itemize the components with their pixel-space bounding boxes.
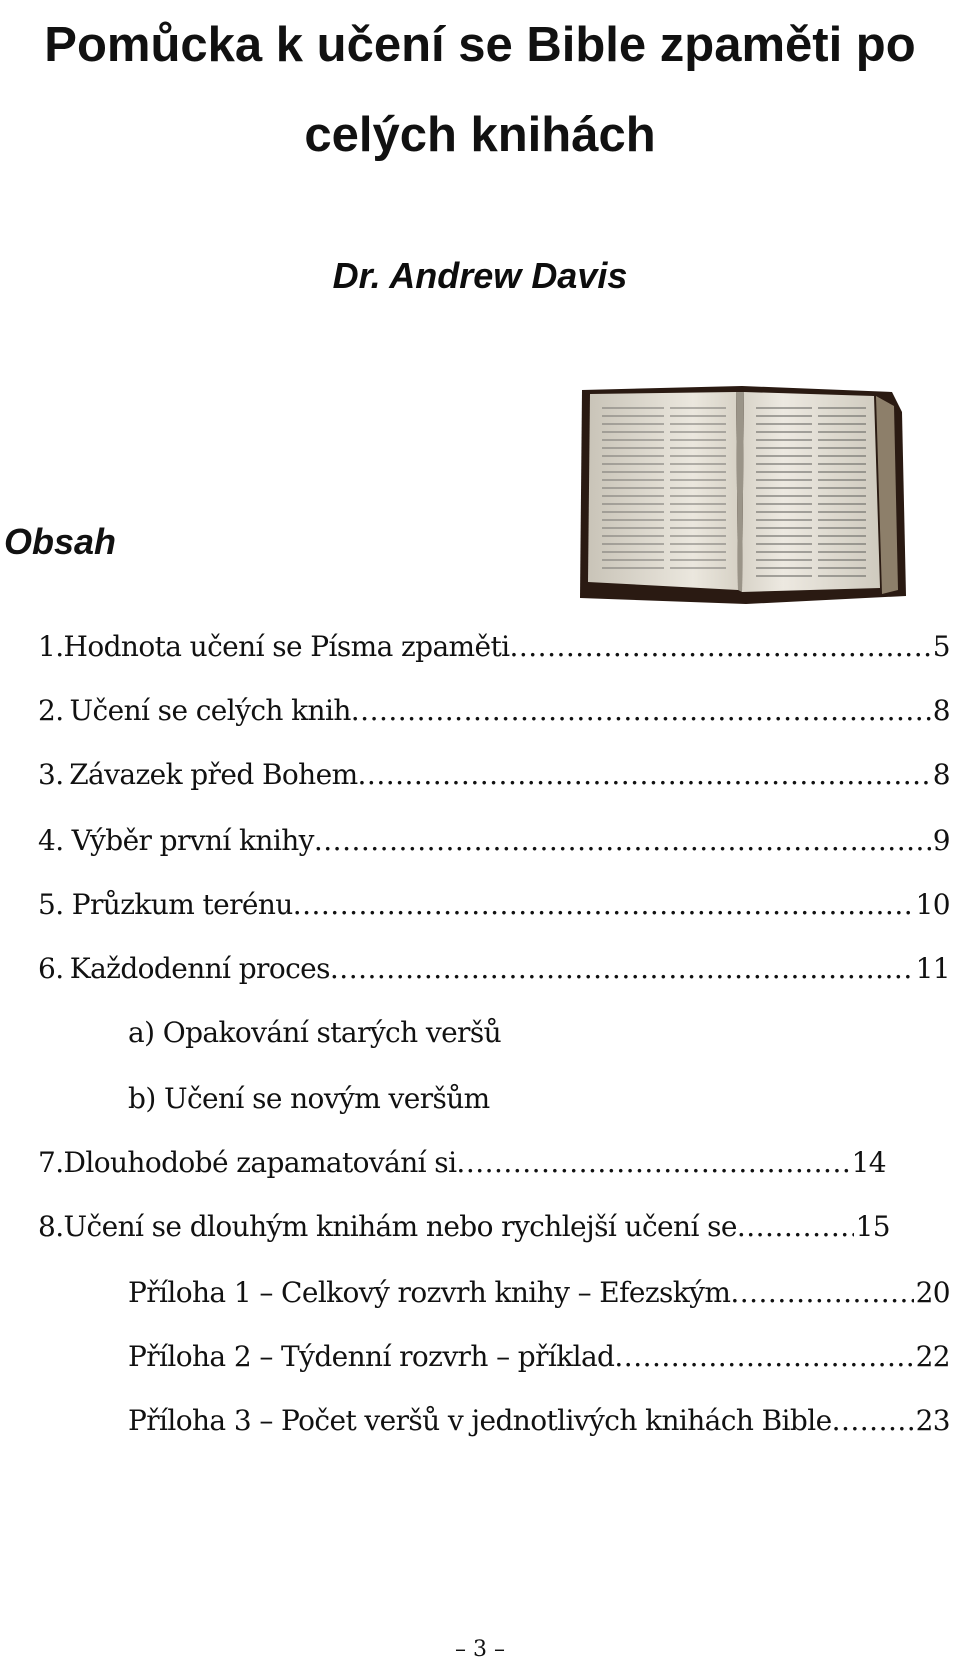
toc-item-page: 9 <box>932 824 950 857</box>
toc-item-number: 3. <box>38 758 64 791</box>
toc-item[interactable] <box>38 818 950 864</box>
toc-item-number: 6. <box>38 952 64 985</box>
open-bible-image <box>576 384 906 606</box>
toc-item-label: Každodenní proces <box>69 952 330 985</box>
toc-item[interactable] <box>38 882 950 928</box>
toc-item-page: 20 <box>915 1276 950 1309</box>
bible-right-page <box>742 392 880 592</box>
toc-item-number: 1. <box>38 630 64 663</box>
toc-subitem[interactable]: a) Opakování starých veršů <box>128 1016 502 1049</box>
toc-item-number: 8. <box>38 1210 64 1243</box>
toc-item-page: 11 <box>915 952 950 985</box>
page-title-line-1: Pomůcka k učení se Bible zpaměti po <box>44 18 916 72</box>
toc-item-label: Příloha 3 – Počet veršů v jednotlivých knihách Bible <box>128 1404 832 1437</box>
toc-item[interactable] <box>38 946 950 992</box>
toc-item-number: 5. <box>38 888 64 921</box>
toc-item-page: 15 <box>855 1210 890 1243</box>
page-title <box>0 0 960 180</box>
toc-item[interactable] <box>38 752 950 798</box>
toc-item-label: Hodnota učení se Písma zpaměti <box>63 630 510 663</box>
toc-item-page: 14 <box>851 1146 886 1179</box>
toc-item-page: 8 <box>932 694 950 727</box>
author-name: Dr. Andrew Davis <box>332 255 628 296</box>
toc-item-page: 10 <box>915 888 950 921</box>
toc-leader-dots <box>358 752 931 798</box>
toc-item-label: Učení se celých knih <box>69 694 351 727</box>
toc-leader-dots <box>509 624 930 670</box>
toc-leader-dots <box>351 688 931 734</box>
toc-item-label: Příloha 2 – Týdenní rozvrh – příklad <box>128 1340 615 1373</box>
toc-leader-dots <box>832 1398 914 1444</box>
toc-item-label: Učení se dlouhým knihám nebo rychlejší učení se <box>63 1210 737 1243</box>
toc-item[interactable] <box>128 1270 950 1316</box>
toc-item[interactable] <box>38 688 950 734</box>
toc-item-page: 23 <box>915 1404 950 1437</box>
toc-item-label: Závazek před Bohem <box>69 758 358 791</box>
toc-leader-dots <box>456 1140 849 1186</box>
toc-item-label: Dlouhodobé zapamatování si <box>63 1146 457 1179</box>
bible-left-text <box>602 408 726 568</box>
toc-leader-dots <box>314 818 931 864</box>
page-title-line-2: celých knihách <box>304 108 656 162</box>
toc-item-page: 22 <box>915 1340 950 1373</box>
toc-item[interactable] <box>38 1204 890 1250</box>
toc-item-label: Příloha 1 – Celkový rozvrh knihy – Efezským <box>128 1276 731 1309</box>
page-number: – 3 – <box>455 1637 505 1662</box>
toc-leader-dots <box>730 1270 913 1316</box>
toc-item[interactable] <box>38 1140 886 1186</box>
toc-item-label: Průzkum terénu <box>71 888 293 921</box>
toc-item-number: 7. <box>38 1146 64 1179</box>
toc-item-number: 2. <box>38 694 64 727</box>
toc-item-number: 4. <box>38 824 64 857</box>
toc-item-page: 8 <box>932 758 950 791</box>
toc-leader-dots <box>737 1204 854 1250</box>
toc-item[interactable] <box>38 624 950 670</box>
toc-item[interactable] <box>128 1398 950 1444</box>
toc-item[interactable] <box>128 1334 950 1380</box>
toc-leader-dots <box>293 882 914 928</box>
toc-leader-dots <box>614 1334 913 1380</box>
toc-heading: Obsah <box>4 521 117 562</box>
toc-leader-dots <box>330 946 914 992</box>
toc-subitem[interactable]: b) Učení se novým veršům <box>128 1082 490 1115</box>
toc-item-label: Výběr první knihy <box>71 824 314 857</box>
toc-item-page: 5 <box>932 630 950 663</box>
